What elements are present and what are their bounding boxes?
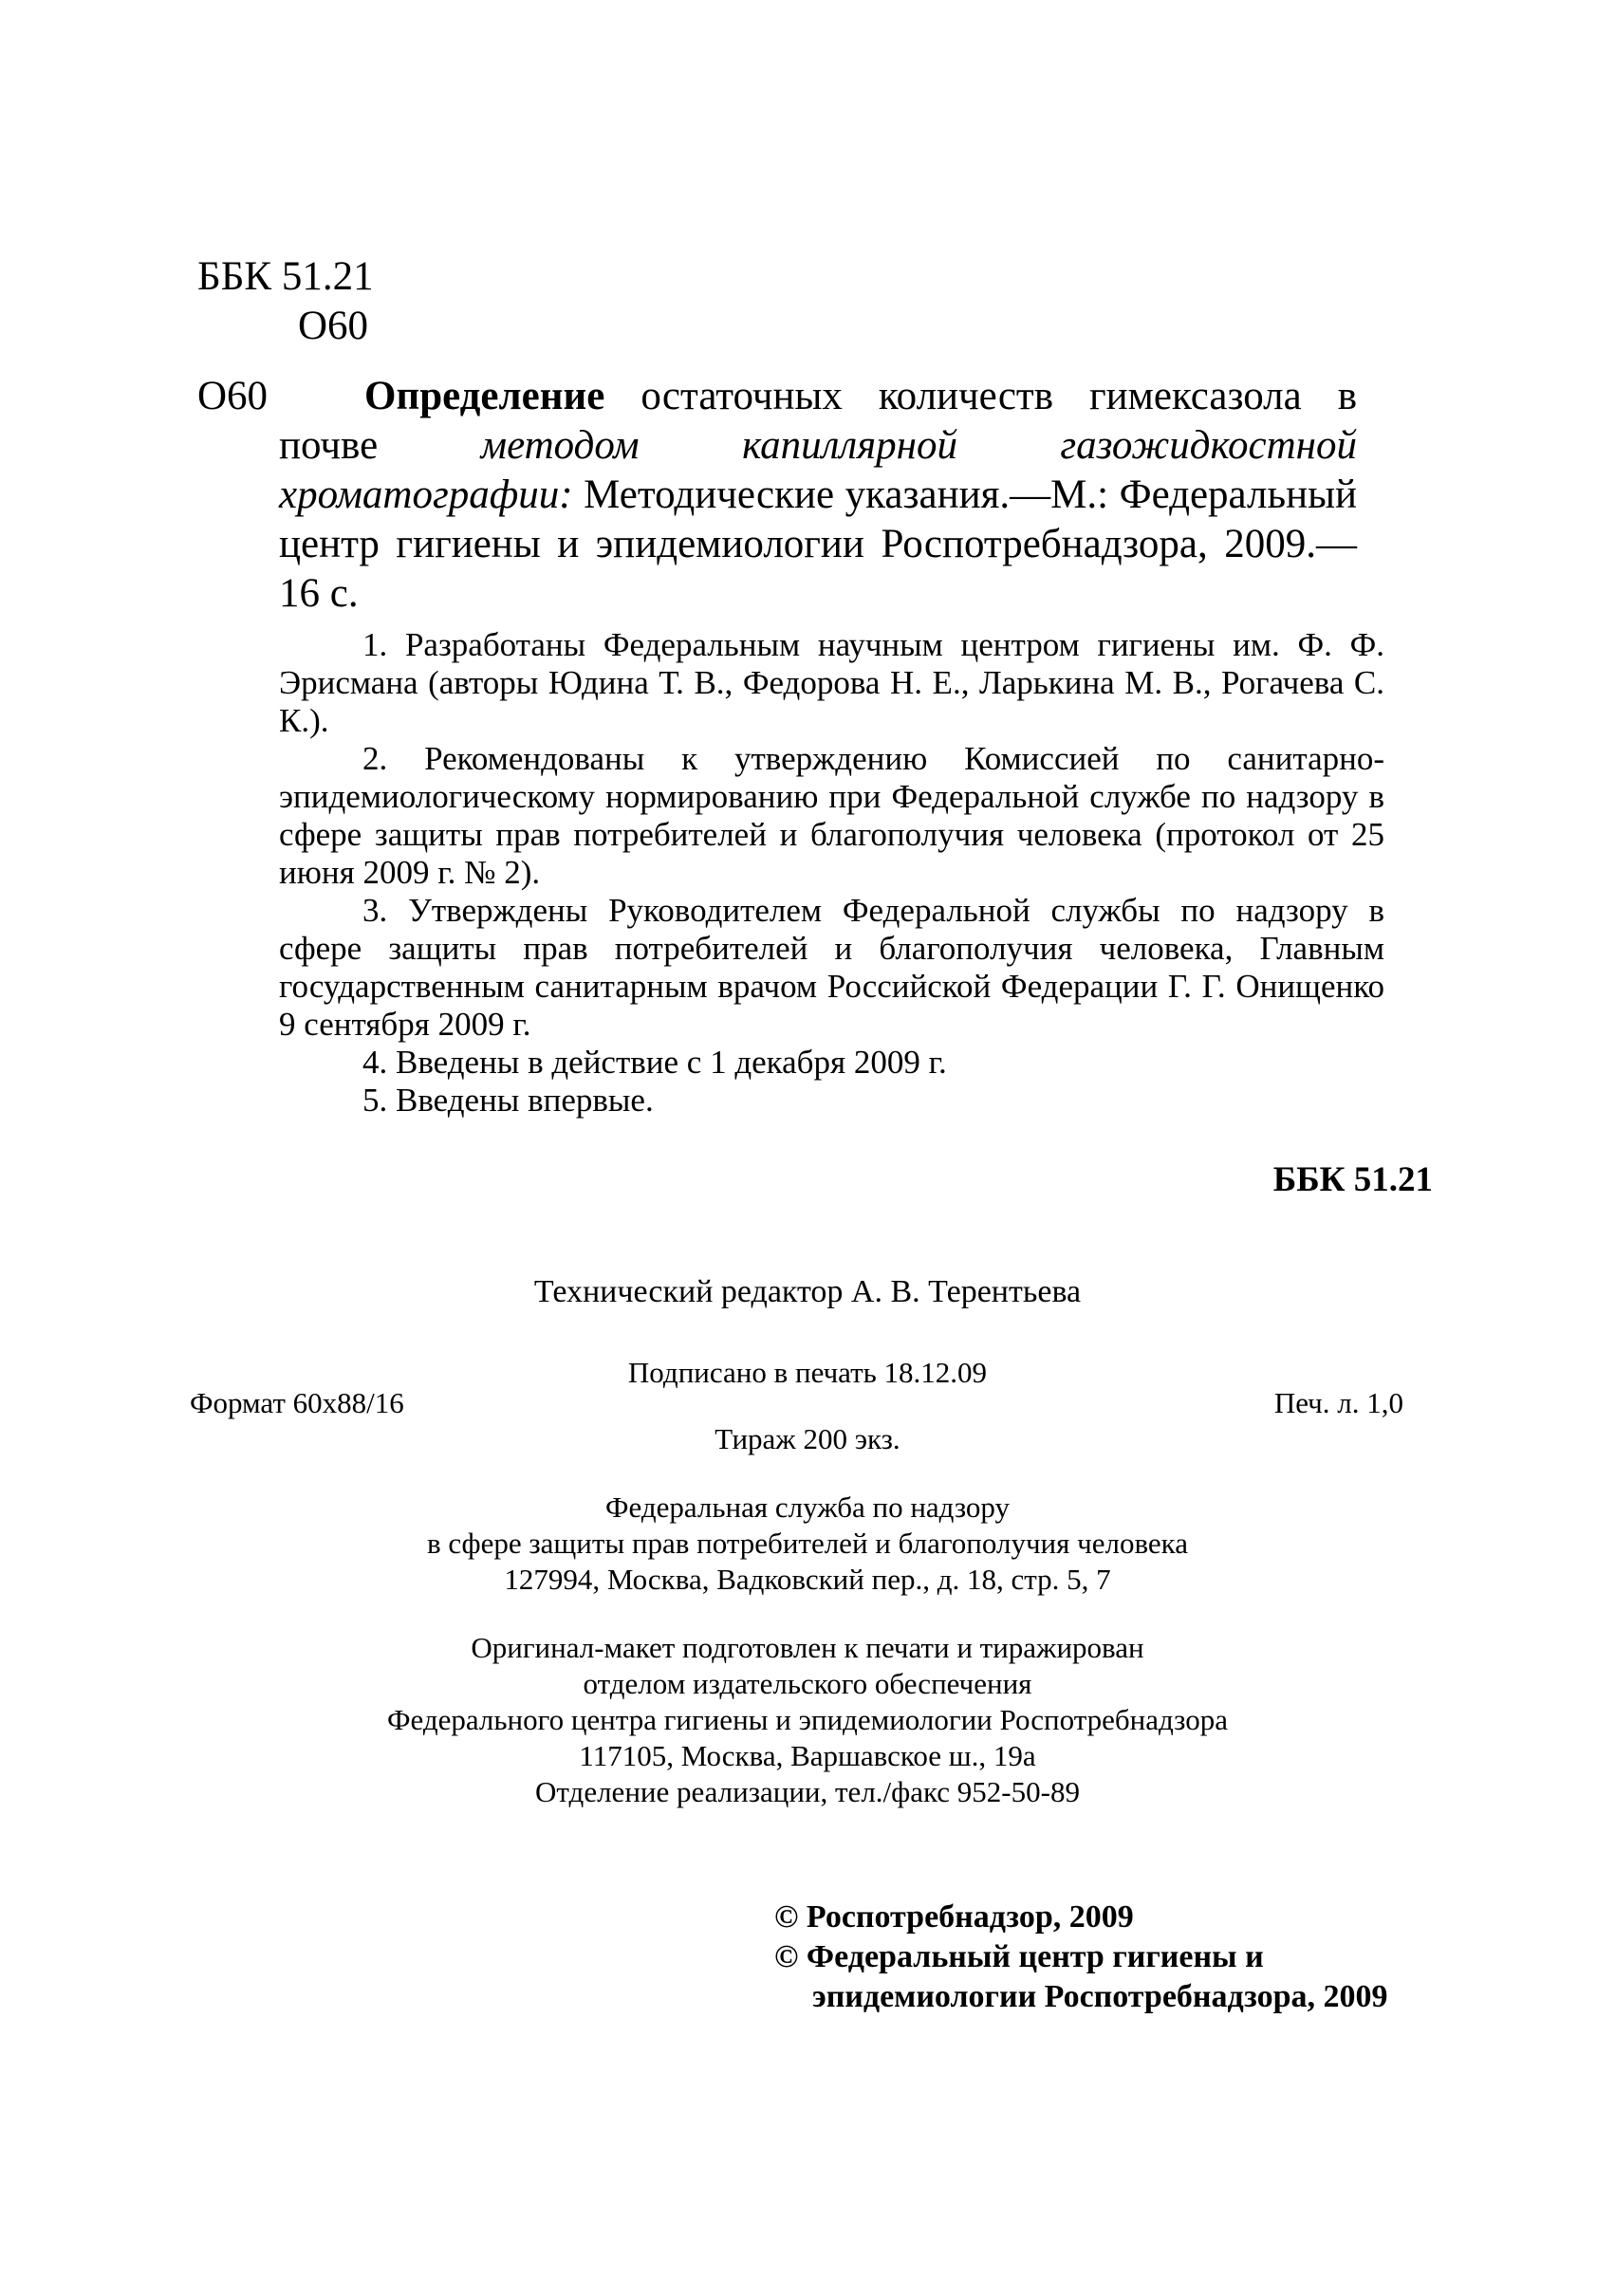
tech-editor: Технический редактор А. В. Терентьева	[533, 1274, 1082, 1309]
entry-title-part2: Методические указания.—М.: Федеральный центр гигиены и эпидемиологии Роспотребнадзора, 2009.—16 с.	[279, 472, 1357, 616]
paper-format: Формат 60x88/16	[190, 1386, 404, 1419]
copyright-line: эпидемиологии Роспотребнадзора, 2009	[812, 1979, 1388, 2014]
note-item: 4. Введены в действие с 1 декабря 2009 г.	[362, 1044, 947, 1081]
publisher-line: в сфере защиты прав потребителей и благополучия человека	[426, 1527, 1189, 1560]
printer-info	[0, 1630, 1615, 1810]
printer-line: Федерального центра гигиены и эпидемиологии Роспотребнадзора	[387, 1703, 1228, 1736]
note-item: 3. Утверждены Руководителем Федеральной службы по надзору в сфере защиты прав потребителей и благополучия человека, Главным государственным санитарным врачом Российской Федерации Г. Г. Онищенко 9 сентября 2009 г.	[279, 892, 1384, 1043]
copyright-line: © Роспотребнадзор, 2009	[774, 1899, 1134, 1935]
entry-title-part1: остаточных количеств гимексазола в почве	[279, 374, 1357, 468]
publisher-line: 127994, Москва, Вадковский пер., д. 18, стр. 5, 7	[504, 1563, 1111, 1596]
note-item: 5. Введены впервые.	[362, 1082, 654, 1119]
publisher-line: Федеральная служба по надзору	[605, 1491, 1010, 1524]
entry-title-bold: Определение	[364, 374, 605, 418]
printer-line: Оригинал-макет подготовлен к печати и тиражирован	[471, 1631, 1144, 1664]
printer-line: отделом издательского обеспечения	[583, 1667, 1032, 1700]
print-run: Тираж 200 экз.	[715, 1422, 900, 1455]
printed-sheets: Печ. л. 1,0	[1273, 1386, 1403, 1419]
bbk-index: ББК 51.21	[197, 254, 374, 299]
copyright-block	[774, 1898, 1388, 2017]
author-sign: О60	[298, 304, 369, 348]
printer-line: 117105, Москва, Варшавское ш., 19а	[579, 1739, 1036, 1772]
bbk-index-right: ББК 51.21	[1272, 1160, 1433, 1199]
approval-notes	[279, 626, 1384, 1120]
signed-to-print: Подписано в печать 18.12.09	[627, 1356, 988, 1389]
copyright-line: © Федеральный центр гигиены и	[774, 1939, 1264, 1974]
note-item: 2. Рекомендованы к утверждению Комиссией по санитарно-эпидемиологическому нормированию при Федеральной службе по надзору в сфере защиты прав потребителей и благополучия человека (протокол от 25 июня 2009 г. № 2).	[279, 740, 1384, 891]
printer-line: Отделение реализации, тел./факс 952-50-89	[535, 1775, 1080, 1808]
entry-title-italic: методом капиллярной газожидкостной хроматографии:	[279, 423, 1357, 517]
publisher-info	[0, 1490, 1615, 1598]
bibliographic-entry	[279, 372, 1357, 619]
note-item: 1. Разработаны Федеральным научным центром гигиены им. Ф. Ф. Эрисмана (авторы Юдина Т. В., Федорова Н. Е., Ларькина М. В., Рогачева С. К.).	[279, 626, 1384, 739]
entry-author-sign: О60	[197, 374, 269, 418]
